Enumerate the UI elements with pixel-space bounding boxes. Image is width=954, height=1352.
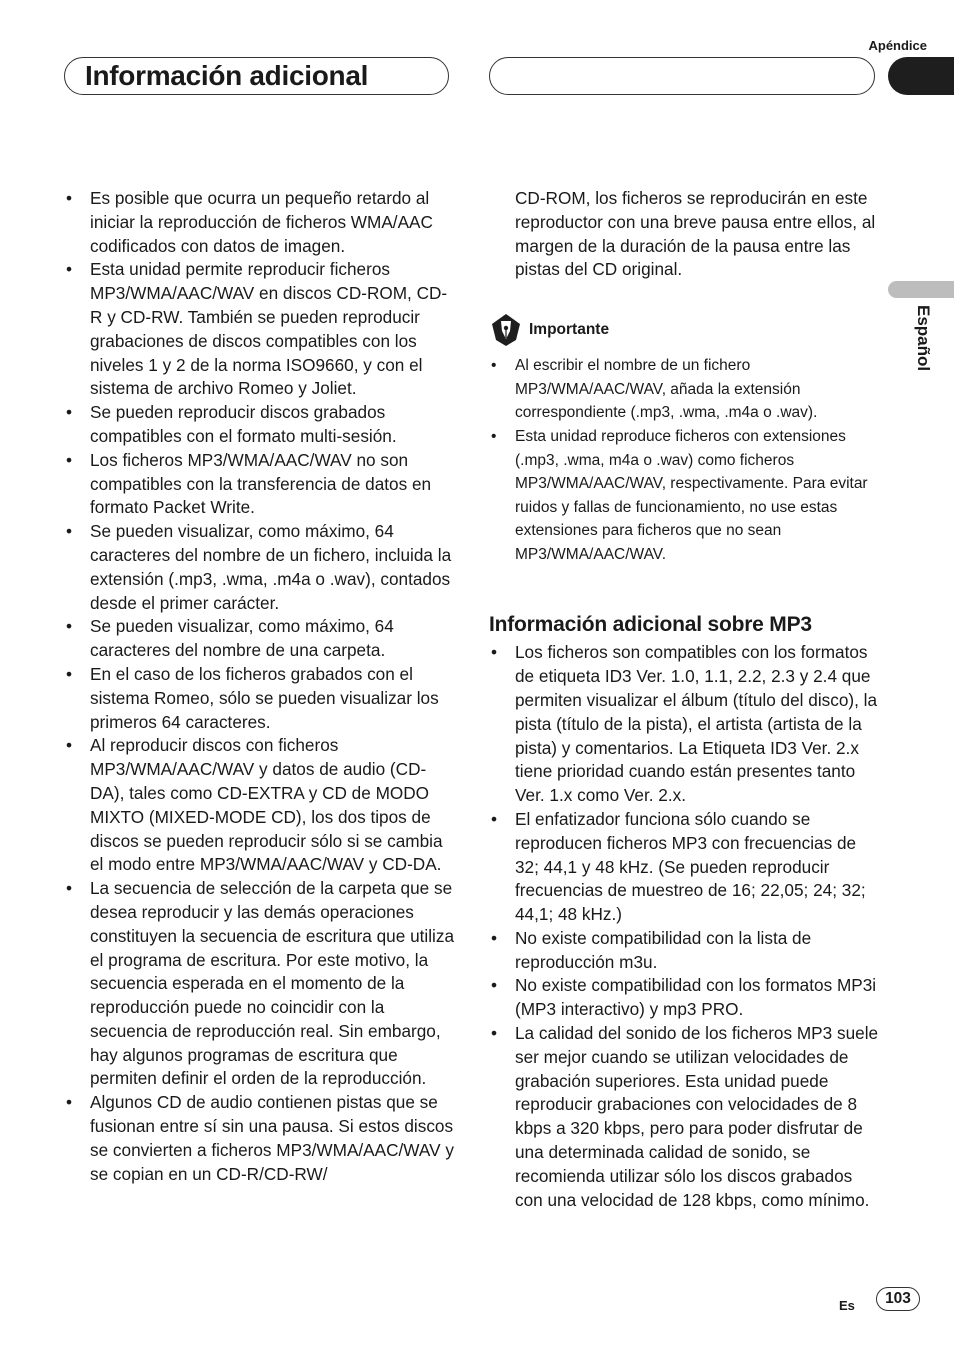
list-item <box>64 615 454 663</box>
list-item <box>64 877 454 1091</box>
bullet: • <box>66 259 73 280</box>
bullet: • <box>66 402 73 423</box>
list-item <box>64 1091 454 1186</box>
bullet: • <box>66 616 73 637</box>
pen-nib-icon <box>489 313 523 347</box>
list-item-text: No existe compatibilidad con la lista de reproducción m3u. <box>515 927 812 972</box>
list-item-text: Al reproducir discos con ficheros MP3/WMA/AAC/WAV y datos de audio (CD-DA), tales como CD-EXTRA y CD de MODO MIXTO (MIXED-MODE CD), los dos tipos de discos se pueden reproducir sólo si se cambia el modo entre MP3/WMA/AAC/WAV y CD-DA. <box>90 735 443 875</box>
list-item <box>489 927 879 975</box>
bullet: • <box>66 878 73 899</box>
list-item-text: Los ficheros MP3/WMA/AAC/WAV no son compatibles con la transferencia de datos en formato Packet Write. <box>90 449 432 518</box>
bullet: • <box>66 449 73 470</box>
list-item-text: Esta unidad permite reproducir ficheros MP3/WMA/AAC/WAV en discos CD-ROM, CD-R y CD-RW. También se pueden reproducir grabaciones de discos compatibles con los niveles 1 y 2 de la norma ISO9660, y con el sistema de archivo Romeo y Joliet. <box>90 259 448 399</box>
bullet: • <box>66 1092 73 1113</box>
list-item-text: Al escribir el nombre de un fichero MP3/WMA/AAC/WAV, añada la extensión correspondiente (.mp3, .wma, .m4a o .wav). <box>515 357 818 422</box>
list-item-text: Algunos CD de audio contienen pistas que se fusionan entre sí sin una pausa. Si estos discos se convierten a ficheros MP3/WMA/AAC/WAV y se copian en un CD-R/CD-RW/ <box>90 1092 454 1184</box>
list-item <box>489 425 879 567</box>
list-item-text: Es posible que ocurra un pequeño retardo al iniciar la reproducción de ficheros WMA/AAC codificados con datos de imagen. <box>90 188 433 256</box>
bullet: • <box>491 427 497 445</box>
bullet: • <box>66 735 73 756</box>
right-column <box>489 187 879 1212</box>
list-item-text: La secuencia de selección de la carpeta que se desea reproducir y las demás operaciones constituyen la secuencia de escritura que utiliza el programa de escritura. Por este motivo, la secuencia esperada en el momento de la reproducción puede no coincidir con la secuencia de reproducción real. Sin embargo, hay algunos programas de escritura que permiten definir el orden de la reproducción. <box>90 878 455 1089</box>
important-list <box>489 354 879 566</box>
list-item-text: No existe compatibilidad con los formatos MP3i (MP3 interactivo) y mp3 PRO. <box>515 975 877 1020</box>
list-item <box>489 641 879 808</box>
bullet: • <box>491 975 498 996</box>
bullet: • <box>66 521 73 542</box>
list-item-text: En el caso de los ficheros grabados con el sistema Romeo, sólo se pueden visualizar los primeros 64 caracteres. <box>90 663 439 732</box>
list-item-text: Se pueden reproducir discos grabados compatibles con el formato multi-sesión. <box>90 402 397 446</box>
section-label: Apéndice <box>868 38 927 53</box>
list-item <box>64 449 454 520</box>
list-item <box>64 663 454 734</box>
language-tab-marker <box>888 281 954 298</box>
page-title: Información adicional <box>85 60 369 91</box>
list-item-text: Esta unidad reproduce ficheros con extensiones (.mp3, .wma, m4a o .wav) como ficheros MP3/WMA/AAC/WAV, respectivamente. Para evitar ruidos y fallas de funcionamiento, no use estas extensiones para ficheros que no sean MP3/WMA/AAC/WAV. <box>515 427 868 563</box>
bullet: • <box>491 927 498 948</box>
list-item <box>64 258 454 401</box>
list-item-text: La calidad del sonido de los ficheros MP3 suele ser mejor cuando se utilizan velocidades de grabación superiores. Esta unidad puede reproducir grabaciones con velocidades de 8 kbps a 320 kbps, pero para poder disfrutar de una determinada calidad de sonido, se recomienda utilizar sólo los discos grabados con una velocidad de 128 kbps, como mínimo. <box>515 1023 879 1210</box>
left-column <box>64 187 454 1186</box>
bullet: • <box>491 1023 498 1044</box>
list-item <box>489 974 879 1022</box>
section-heading: Información adicional sobre MP3 <box>489 612 812 636</box>
list-item <box>489 354 879 425</box>
list-item-text: Se pueden visualizar, como máximo, 64 caracteres del nombre de un fichero, incluida la extensión (.mp3, .wma, .m4a o .wav), contados desde el primer carácter. <box>90 521 452 613</box>
header-empty-box <box>489 57 875 95</box>
list-item <box>64 734 454 877</box>
important-label: Importante <box>529 321 610 339</box>
mp3-list <box>489 641 879 1212</box>
list-item <box>64 401 454 449</box>
footer-lang-code: Es <box>839 1298 855 1313</box>
page-number: 103 <box>876 1287 920 1311</box>
list-item <box>64 520 454 615</box>
bullet: • <box>491 357 497 375</box>
bullet: • <box>66 188 73 208</box>
list-item <box>489 808 879 927</box>
important-heading <box>489 313 879 347</box>
bullet: • <box>491 808 498 829</box>
title-box <box>64 57 449 95</box>
bullet: • <box>491 642 498 663</box>
list-item-text: Se pueden visualizar, como máximo, 64 caracteres del nombre de una carpeta. <box>90 616 394 661</box>
bullet: • <box>66 663 73 684</box>
list-item-text: El enfatizador funciona sólo cuando se reproducen ficheros MP3 con frecuencias de 32; 44,1 y 48 kHz. (Se pueden reproducir frecuencias de muestreo de 16; 22,05; 24; 32; 44,1; 48 kHz.) <box>515 808 866 925</box>
list-item <box>64 187 454 258</box>
list-item <box>489 1022 879 1212</box>
list-item-text: Los ficheros son compatibles con los formatos de etiqueta ID3 Ver. 1.0, 1.1, 2.2, 2.3 y 2.4 que permiten visualizar el álbum (título del disco), la pista (título de la pista), el artista (artista de la pista) y comentarios. La Etiqueta ID3 Ver. 2.x tiene prioridad cuando están presentes tanto Ver. 1.x como Ver. 2.x. <box>515 642 878 806</box>
left-bullet-list <box>64 187 454 1186</box>
continued-text: CD-ROM, los ficheros se reproducirán en este reproductor con una breve pausa entre ellos, al margen de la duración de la pausa entre las pistas del CD original. <box>515 188 876 280</box>
chapter-tab <box>888 57 954 95</box>
language-label: Español <box>914 305 933 372</box>
